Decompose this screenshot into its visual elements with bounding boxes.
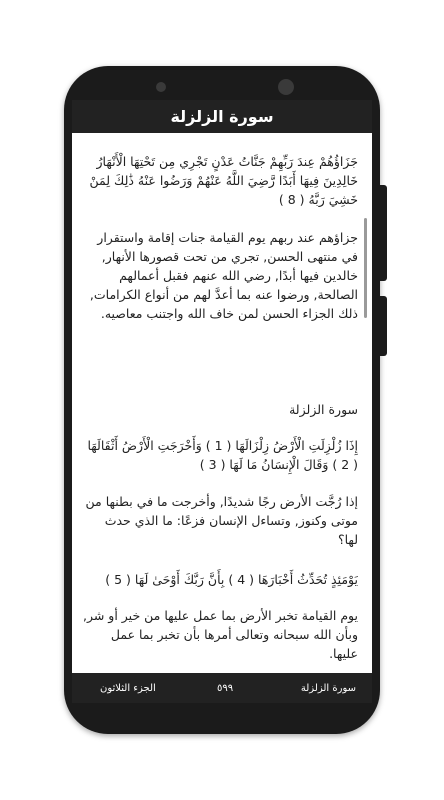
tafsir-text: يوم القيامة تخبر الأرض بما عمل عليها من خير أو شر, وبأن الله سبحانه وتعالى أمرها بأن تخبر بما عمل عليها. (82, 608, 358, 661)
bottom-bar (72, 673, 372, 703)
tafsir-text: إذا رُجَّت الأرض رجًا شديدًا, وأخرجت ما في بطنها من موتى وكنوز, وتساءل الإنسان فزعًا: ما الذي حدث لها؟ (85, 494, 358, 547)
footer-page-number: ٥٩٩ (217, 682, 234, 694)
power-button (380, 296, 387, 356)
footer-surah-name: سورة الزلزلة (300, 682, 356, 694)
volume-button (380, 185, 387, 281)
verse-text: جَزَاؤُهُمْ عِندَ رَبِّهِمْ جَنَّاتُ عَدْنٍ تَجْرِي مِن تَحْتِهَا الْأَنْهَارُ خَالِدِينَ فِيهَا أَبَدًا رَّضِيَ اللَّهُ عَنْهُمْ وَرَضُوا عَنْهُ ذَٰلِكَ لِمَنْ خَشِيَ رَبَّهُ ( 8 ) (89, 154, 358, 207)
page-title: سورة الزلزلة (170, 107, 274, 126)
camera-icon (278, 79, 294, 95)
verse-text: إِذَا زُلْزِلَتِ الْأَرْضُ زِلْزَالَهَا ( 1 ) وَأَخْرَجَتِ الْأَرْضُ أَثْقَالَهَا ( 2 ) وَقَالَ الْإِنسَانُ مَا لَهَا ( 3 ) (87, 438, 358, 472)
tafsir-text: جزاؤهم عند ربهم يوم القيامة جنات إقامة واستقرار في منتهى الحسن, تجري من تحت قصورها الأنهار, خالدين فيها أبدًا, رضي الله عنهم فقبل أعمالهم الصالحة, ورضوا عنه بما أعدَّ لهم من أنواع الكرامات, ذلك الجزاء الحسن لمن خاف الله واجتنب معاصيه. (89, 230, 358, 321)
verse-text: يَوْمَئِذٍ تُحَدِّثُ أَخْبَارَهَا ( 4 ) بِأَنَّ رَبَّكَ أَوْحَىٰ لَهَا ( 5 ) (105, 572, 358, 587)
top-bar (72, 100, 372, 133)
speaker-icon (156, 82, 166, 92)
footer-juz-name: الجزء الثلاثون (100, 682, 156, 694)
reading-content[interactable] (82, 134, 358, 670)
scrollbar[interactable] (364, 218, 367, 318)
screen (72, 100, 372, 703)
surah-heading: سورة الزلزلة (289, 402, 358, 417)
